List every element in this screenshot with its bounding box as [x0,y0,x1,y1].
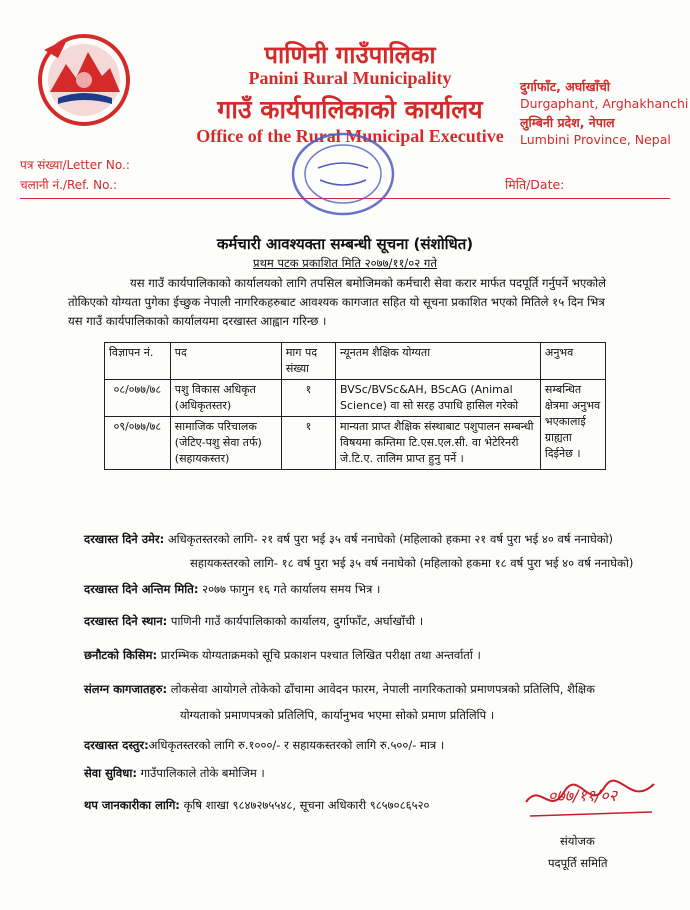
letter-no-label: पत्र संख्या/Letter No.: [20,158,130,172]
office-name-np: गाउँ कार्यपालिकाको कार्यालय [217,95,483,124]
cell-post: सामाजिक परिचालक (जेटिए-पशु सेवा तर्फ) (सहायकस्तर) [170,417,281,470]
signer-committee: पदपूर्ति समिति [548,856,608,870]
cell-ad-no: ०९/०७७/७८ [105,417,171,470]
deadline-line: दरखास्त दिने अन्तिम मिति: २०७७ फागुन १६ गते कार्यालय समय भित्र । [84,582,381,596]
municipality-name-en: Panini Rural Municipality [248,68,452,88]
fee-line: दरखास्त दस्तुर:अधिकृतस्तरको लागि रु.१०००/- र सहायकस्तरको लागि रु.५००/- मात्र । [84,738,445,752]
municipality-name-np: पाणिनी गाउँपालिका [264,41,436,69]
cell-ad-no: ०८/०७७/७८ [105,380,171,417]
col-experience: अनुभव [540,343,605,380]
col-post: पद [170,343,281,380]
cell-experience: सम्बन्धित क्षेत्रमा अनुभव भएकालाई ग्राह्यता दिईनेछ । [540,380,605,470]
office-stamp-icon [288,128,398,220]
age-officer-line: दरखास्त दिने उमेर: अधिकृतस्तरको लागि- २१ वर्ष पुरा भई ३५ वर्ष ननाघेको (महिलाको हकमा २१ वर्ष पुरा भई ४० वर्ष ननाघेको) [84,532,614,546]
office-name-en: Office of the Rural Municipal Executive [196,126,504,146]
date-label: मिति/Date: [505,177,565,192]
age-assistant-line: सहायकस्तरको लागि- १८ वर्ष पुरा भई ३५ वर्ष ननाघेको (महिलाको हकमा १८ वर्ष पुरा भई ४० वर्ष ननाघेको) [190,556,634,570]
notice-heading: कर्मचारी आवश्यक्ता सम्बन्धी सूचना (संशोधित) [216,235,474,253]
address-line-2: Durgaphant, Arghakhanchi [520,96,689,111]
cell-count: १ [281,380,335,417]
paragraph-line-1: यस गाउँ कार्यपालिकाको कार्यालयको लागि तपसिल बमोजिमको कर्मचारी सेवा करार मार्फत पदपूर्ति गर्नुपर्ने भएकोले [130,276,607,290]
table-row [105,417,606,470]
cell-qualification: मान्यता प्राप्त शैक्षिक संस्थाबाट पशुपालन सम्बन्धी विषयमा कम्तिमा टि.एस.एल.सी. वा भेटेरिनरी जे.टि.ए. तालिम प्राप्त हुनु पर्ने । [336,417,541,470]
place-line: दरखास्त दिने स्थान: पाणिनी गाउँ कार्यपालिकाको कार्यालय, दुर्गाफाँट, अर्घाखाँची । [84,614,424,628]
notice-paragraph [68,274,628,331]
address-line-4: Lumbini Province, Nepal [520,132,671,147]
municipality-emblem-icon [28,28,140,130]
col-count: माग पद संख्या [281,343,335,380]
cell-qualification: BVSc/BVSc&AH, BScAG (Animal Science) वा सो सरह उपाधि हासिल गरेको [336,380,541,417]
address-line-1: दुर्गाफाँट, अर्घाखाँची [520,79,611,94]
documents-line-1: संलग्न कागजातहरु: लोकसेवा आयोगले तोकेको ढाँचामा आवेदन फारम, नेपाली नागरिकताको प्रमाणपत्रको प्रतिलिपि, शैक्षिक [84,682,595,696]
cell-count: १ [281,417,335,470]
ref-no-label: चलानी नं./Ref. No.: [20,178,118,192]
cell-post: पशु विकास अधिकृत (अधिकृतस्तर) [170,380,281,417]
vacancy-table [104,342,606,470]
address-line-3: लुम्बिनी प्रदेश, नेपाल [520,115,615,130]
col-ad-no: विज्ञापन नं. [105,343,171,380]
facility-line: सेवा सुविधा: गाउँपालिकाले तोके बमोजिम । [84,766,265,780]
table-header-row [105,343,606,380]
signature-date: ०७७/११/०२ [548,786,618,805]
first-published-date: प्रथम पटक प्रकाशित मिति २०७७/११/०२ गते [253,256,437,270]
contact-line: थप जानकारीका लागि: कृषि शाखा ९८४७२७५५४८, सूचना अधिकारी ९८५७०८६५२० [84,798,430,812]
col-qualification: न्यूनतम शैक्षिक योग्यता [336,343,541,380]
paragraph-line-3: यस गाउँ कार्यपालिकाको कार्यालयमा दरखास्त आह्वान गरिन्छ । [68,314,327,328]
selection-line: छनौटको किसिम: प्रारम्भिक योग्यताक्रमको सूचि प्रकाशन पश्चात लिखित परीक्षा तथा अन्तर्वार्ता । [84,648,481,662]
table-row [105,380,606,417]
documents-line-2: योग्यताको प्रमाणपत्रको प्रतिलिपि, कार्यानुभव भएमा सोको प्रमाण प्रतिलिपि । [180,708,495,722]
paragraph-line-2: तोकिएको योग्यता पुगेका ईच्छुक नेपाली नागरिकहरुबाट आवश्यक कागजात सहित यो सूचना प्रकाशित भएको मितिले १५ दिन भित्र [68,295,605,309]
signer-role: संयोजक [560,834,595,848]
